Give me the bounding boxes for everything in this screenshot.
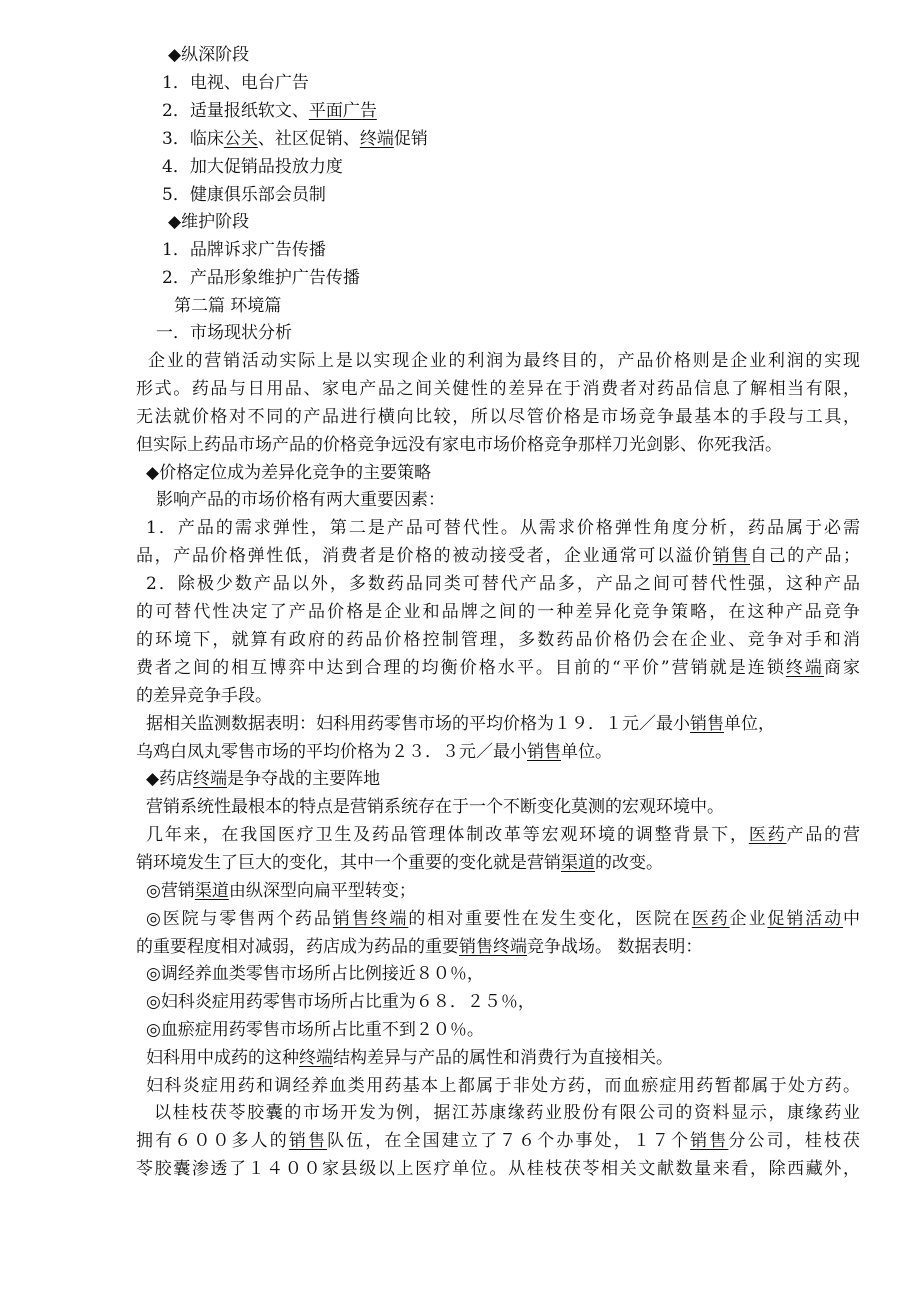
text-line [146, 991, 535, 1013]
line-text: 单位。 [561, 742, 612, 762]
underlined-keyword[interactable]: 终端 [785, 658, 824, 678]
text-line [154, 1102, 860, 1124]
line-text: ◆维护阶段 [168, 212, 250, 232]
underlined-keyword[interactable]: 平面广告 [308, 101, 377, 121]
line-text: 2．适量报纸软文、 [162, 101, 309, 121]
line-text: ◎血瘀症用药零售市场所占比重不到２０％。 [146, 1020, 484, 1040]
line-text: 妇科用中成药的这种 [146, 1048, 299, 1068]
text-line [146, 1019, 484, 1041]
text-line [136, 936, 702, 958]
underlined-keyword[interactable]: 终端 [299, 1048, 333, 1068]
underlined-keyword[interactable]: 销售 [527, 742, 561, 762]
line-text: 1．电视、电台广告 [162, 73, 309, 93]
line-text: 企业的营销活动实际上是以实现企业的利润为最终目的，产品价格则是企业利润的实现 [148, 351, 860, 371]
line-text: 一．市场现状分析 [156, 323, 292, 343]
line-text: 但实际上药品市场产品的价格竞争远没有家电市场价格竞争那样刀光剑影、你死我活。 [136, 435, 782, 455]
line-text: 销环境发生了巨大的变化，其中一个重要的变化就是营销 [136, 853, 561, 873]
line-text: 的相对重要性在发生变化，医院在 [408, 909, 692, 929]
text-line [146, 796, 724, 818]
underlined-keyword[interactable]: 医药 [691, 909, 730, 929]
line-text: 的差异竞争手段。 [136, 686, 272, 706]
text-line [146, 768, 380, 790]
underlined-keyword[interactable]: 渠道 [194, 881, 229, 901]
underlined-keyword[interactable]: 销售 [690, 1131, 729, 1151]
line-text: 据相关监测数据表明：妇科用药零售市场的平均价格为１９．１元／最小 [146, 714, 690, 734]
text-line [146, 1047, 673, 1069]
line-text: 3．临床 [162, 129, 224, 149]
text-line [136, 545, 860, 567]
line-text: 几年来，在我国医疗卫生及药品管理体制改革等宏观环境的调整背景下， [146, 825, 749, 845]
text-line [162, 72, 309, 94]
underlined-keyword[interactable]: 销售 [712, 546, 750, 566]
text-line [136, 434, 782, 456]
line-text: 形式。药品与日用品、家电产品之间关健性的差异在于消费者对药品信息了解相当有限， [136, 379, 860, 399]
text-line [156, 322, 292, 344]
underlined-keyword[interactable]: 终端 [359, 129, 394, 149]
line-text: 是争夺战的主要阵地 [227, 769, 381, 789]
text-line [162, 267, 360, 289]
underlined-keyword[interactable]: 销售 [690, 714, 724, 734]
line-text: ◆药店 [146, 769, 194, 789]
text-line [162, 100, 377, 122]
text-line [146, 517, 860, 539]
line-text: ◎妇科炎症用药零售市场所占比重为６８．２５％， [146, 992, 535, 1012]
line-text: ◎调经养血类零售市场所占比例接近８０％， [146, 964, 484, 984]
text-line [162, 156, 343, 178]
text-line [146, 880, 416, 902]
line-text: 的改变。 [595, 853, 663, 873]
line-text: 企业 [729, 909, 768, 929]
underlined-keyword[interactable]: 销售终端 [459, 937, 527, 957]
text-line [146, 462, 431, 484]
underlined-keyword[interactable]: 促销活动 [767, 909, 844, 929]
text-line [162, 184, 326, 206]
underlined-keyword[interactable]: 公关 [223, 129, 258, 149]
line-text: ◆价格定位成为差异化竞争的主要策略 [146, 463, 432, 483]
text-line [136, 629, 860, 651]
line-text: 的环境下，就算有政府的药品价格控制管理，多数药品价格仍会在企业、竞争对手和消 [136, 630, 860, 650]
line-text: 第二篇 环境篇 [174, 296, 282, 316]
line-text: 、社区促销、 [257, 129, 360, 149]
text-line [136, 852, 663, 874]
line-text: ◎营销 [146, 881, 195, 901]
line-text: 无法就价格对不同的产品进行横向比较，所以尽管价格是市场竞争最基本的手段与工具， [136, 407, 860, 427]
line-text: 商家 [823, 658, 861, 678]
text-line [146, 573, 860, 595]
text-line [168, 211, 249, 233]
line-text: 以桂枝茯苓胶囊的市场开发为例，据江苏康缘药业股份有限公司的资料显示，康缘药业 [154, 1103, 860, 1123]
underlined-keyword[interactable]: 医药 [748, 825, 787, 845]
text-line [162, 239, 326, 261]
line-text: 乌鸡白凤丸零售市场的平均价格为２３．３元／最小 [136, 742, 527, 762]
text-line [168, 44, 249, 66]
text-line [146, 1075, 860, 1097]
line-text: 拥有６００多人的 [136, 1131, 289, 1151]
line-text: 费者之间的相互博弈中达到合理的均衡价格水平。目前的“平价”营销就是连锁 [136, 658, 786, 678]
line-text: 品，产品价格弹性低，消费者是价格的被动接受者，企业通常可以溢价 [136, 546, 713, 566]
text-line [146, 908, 860, 930]
line-text: 由纵深型向扁平型转变； [228, 881, 416, 901]
text-line [136, 741, 612, 763]
text-line [148, 350, 860, 372]
line-text: 单位， [724, 714, 775, 734]
line-text: ◎医院与零售两个药品 [146, 909, 333, 929]
line-text: 队伍，在全国建立了７６个办事处，１７个 [327, 1131, 691, 1151]
line-text: 的可替代性决定了产品价格是企业和品牌之间的一种差异化竞争策略，在这种产品竞争 [136, 602, 860, 622]
text-line [146, 963, 484, 985]
line-text: 2．产品形象维护广告传播 [162, 268, 360, 288]
line-text: 5．健康俱乐部会员制 [162, 185, 326, 205]
text-line [136, 1130, 860, 1152]
line-text: 影响产品的市场价格有两大重要因素： [156, 490, 445, 510]
line-text: 结构差异与产品的属性和消费行为直接相关。 [333, 1048, 673, 1068]
line-text: 的重要程度相对减弱，药店成为药品的重要 [136, 937, 459, 957]
line-text: 妇科炎症用药和调经养血类用药基本上都属于非处方药，而血瘀症用药暂都属于处方药。 [146, 1076, 860, 1096]
text-line [156, 489, 445, 511]
text-line [136, 601, 860, 623]
line-text: 营销系统性最根本的特点是营销系统存在于一个不断变化莫测的宏观环境中。 [146, 797, 724, 817]
line-text: 苓胶囊渗透了１４００家县级以上医疗单位。从桂枝茯苓相关文献数量来看，除西藏外， [136, 1159, 860, 1179]
underlined-keyword[interactable]: 销售终端 [332, 909, 409, 929]
line-text: 竞争战场。 数据表明： [527, 937, 703, 957]
underlined-keyword[interactable]: 销售 [288, 1131, 328, 1151]
text-line [146, 713, 775, 735]
underlined-keyword[interactable]: 渠道 [561, 853, 595, 873]
line-text: 自己的产品； [749, 546, 861, 566]
text-line [162, 128, 428, 150]
line-text: 产品的营 [786, 825, 861, 845]
underlined-keyword[interactable]: 终端 [193, 769, 228, 789]
line-text: 促销 [393, 129, 428, 149]
text-line [136, 657, 860, 679]
text-line [136, 378, 860, 400]
text-line [146, 824, 860, 846]
line-text: 4．加大促销品投放力度 [162, 157, 343, 177]
text-line [136, 685, 272, 707]
line-text: 2．除极少数产品以外，多数药品同类可替代产品多，产品之间可替代性强，这种产品 [146, 574, 860, 594]
text-line [136, 1158, 860, 1180]
line-text: 1．产品的需求弹性，第二是产品可替代性。从需求价格弹性角度分析，药品属于必需 [146, 518, 860, 538]
text-line [136, 406, 860, 428]
line-text: 中 [843, 909, 861, 929]
line-text: 分公司，桂枝茯 [728, 1131, 861, 1151]
line-text: ◆纵深阶段 [168, 45, 250, 65]
line-text: 1．品牌诉求广告传播 [162, 240, 326, 260]
text-line [174, 295, 281, 317]
